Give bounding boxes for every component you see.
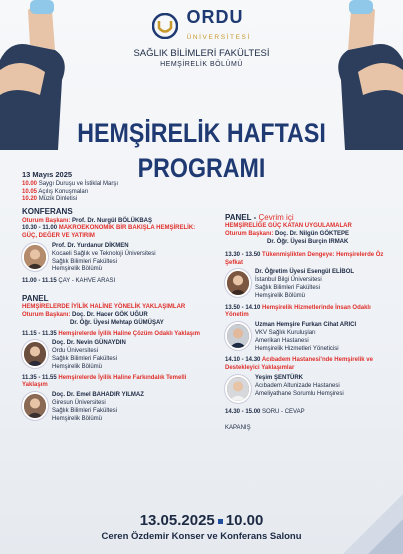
conference-heading: KONFERANS — [22, 207, 73, 217]
right-column — [225, 210, 390, 433]
conference-talk: 10.30 - 11.00 MAKROEKONOMİK BİR BAKIŞLA HEMŞİRELİK: GÜÇ, DEĞER VE YATIRIM — [22, 225, 196, 240]
qa-item: 14.30 - 15.00 SORU - CEVAP — [225, 408, 305, 415]
speaker-photo — [22, 243, 48, 271]
speaker-faculty: Sağlık Bilimleri Fakültesi — [255, 284, 321, 291]
event-footer — [0, 512, 403, 542]
event-datetime: 13.05.2025 10.00 — [139, 512, 264, 529]
speaker-card — [225, 375, 390, 403]
speaker-affiliation: Giresun Üniversitesi — [52, 400, 106, 407]
speaker-card — [22, 243, 200, 274]
opening-item: 10.00 Saygı Duruşu ve İstiklal Marşı — [22, 180, 119, 187]
speaker-affiliation: VKV Sağlık Kuruluşları — [255, 329, 316, 336]
speaker-photo — [22, 340, 48, 368]
university-emblem-icon — [152, 13, 178, 39]
title-line-2: PROGRAMI — [137, 153, 266, 183]
faculty-name: SAĞLIK BİLİMLERİ FAKÜLTESİ — [133, 48, 270, 59]
speaker-department: Hemşirelik Bölümü — [52, 415, 103, 422]
panel-talk: 11.15 - 11.35 Hemşirelerde İyilik Haline Çözüm Odaklı Yaklaşım — [22, 330, 200, 337]
panel-title: HEMŞİRELİĞE GÜÇ KATAN UYGULAMALAR — [225, 223, 352, 230]
conference-chair: Oturum Başkanı: Prof. Dr. Nurgül BÖLÜKBAŞ — [22, 217, 153, 224]
panel-chair: Oturum Başkanı: Doç. Dr. Hacer GÖK UĞUR — [22, 312, 148, 319]
speaker-photo — [225, 322, 251, 350]
speaker-department: Ameliyathane Sorumlu Hemşiresi — [255, 390, 344, 397]
brand-sub: ÜNİVERSİTESİ — [186, 34, 251, 41]
speaker-photo — [22, 392, 48, 420]
speaker-name: Prof. Dr. Yurdanur DİKMEN — [52, 242, 129, 249]
speaker-card — [22, 392, 200, 423]
speaker-photo — [225, 269, 251, 297]
panel-chair-2: Dr. Öğr. Üyesi Burçin IRMAK — [267, 238, 349, 245]
speaker-affiliation: Kocaeli Sağlık ve Teknoloji Üniversitesi — [52, 250, 156, 257]
left-column — [22, 170, 200, 425]
panel-heading: PANEL - Çevrim içi — [225, 213, 294, 222]
panel-chair-2: Dr. Öğr. Üyesi Mehtap GÜMÜŞAY — [70, 319, 164, 326]
speaker-name: Uzman Hemşire Furkan Cihat ARICI — [255, 322, 357, 329]
speaker-name: Yeşim ŞENTÜRK — [255, 374, 304, 381]
panel-title: HEMŞİRELERDE İYİLİK HALİNE YÖNELİK YAKLAŞIMLAR — [22, 304, 186, 311]
closing-item: KAPANIŞ — [225, 424, 251, 431]
speaker-faculty: Sağlık Bilimleri Fakültesi — [52, 258, 118, 265]
panel-talk: 13.30 - 13.50 Tükenmişlikten Dengeye: Hemşirelerde Öz Şefkat — [225, 251, 384, 266]
speaker-department: Hemşirelik Bölümü — [52, 266, 103, 273]
opening-item: 10.05 Açılış Konuşmaları — [22, 188, 89, 195]
speaker-affiliation: Acıbadem Altunizade Hastanesi — [255, 382, 340, 389]
break-item: 11.00 - 11.15 ÇAY - KAHVE ARASI — [22, 278, 116, 285]
panel-talk: 11.35 - 11.55 Hemşirelerde İyilik Haline Farkındalık Temelli Yaklaşım — [22, 374, 187, 389]
speaker-name: Doç. Dr. Emel BAHADIR YILMAZ — [52, 392, 144, 399]
speaker-affiliation: Ordu Üniversitesi — [52, 348, 99, 355]
event-venue: Ceren Özdemir Konser ve Konferans Salonu — [101, 531, 302, 542]
speaker-affiliation: İstanbul Bilgi Üniversitesi — [255, 277, 322, 284]
department-name: HEMŞİRELİK BÖLÜMÜ — [160, 61, 243, 68]
speaker-faculty: Sağlık Bilimleri Fakültesi — [52, 407, 118, 414]
speaker-card — [225, 269, 390, 300]
speaker-photo — [225, 375, 251, 403]
speaker-card — [22, 340, 200, 371]
panel-heading: PANEL — [22, 293, 49, 303]
speaker-department: Hemşirelik Hizmetleri Yöneticisi — [255, 345, 339, 352]
speaker-department: Hemşirelik Bölümü — [255, 292, 306, 299]
panel-chair: Oturum Başkanı: Doç. Dr. Nilgün GÖKTEPE — [225, 231, 350, 238]
speaker-name: Doç. Dr. Nevin GÜNAYDIN — [52, 340, 126, 347]
opening-item: 10.20 Müzik Dinletisi — [22, 196, 78, 203]
brand-name: ORDU — [186, 7, 244, 27]
panel-talk: 14.10 - 14.30 Acıbadem Hastanesi'nde Hemşirelik ve Destekleyici Yaklaşımlar — [225, 357, 373, 372]
speaker-faculty: Amerikan Hastanesi — [255, 337, 309, 344]
title-line-1: HEMŞİRELİK HAFTASI — [77, 118, 326, 148]
university-logo — [0, 8, 403, 43]
speaker-department: Hemşirelik Bölümü — [52, 363, 103, 370]
speaker-faculty: Sağlık Bilimleri Fakültesi — [52, 356, 118, 363]
separator-square-icon — [218, 519, 223, 524]
speaker-name: Dr. Öğretim Üyesi Esengül ELİBOL — [255, 269, 355, 276]
program-date: 13 Mayıs 2025 — [22, 170, 73, 179]
speaker-card — [225, 322, 390, 353]
panel-talk: 13.50 - 14.10 Hemşirelik Hizmetlerinde İnsan Odaklı Yönetim — [225, 304, 371, 319]
